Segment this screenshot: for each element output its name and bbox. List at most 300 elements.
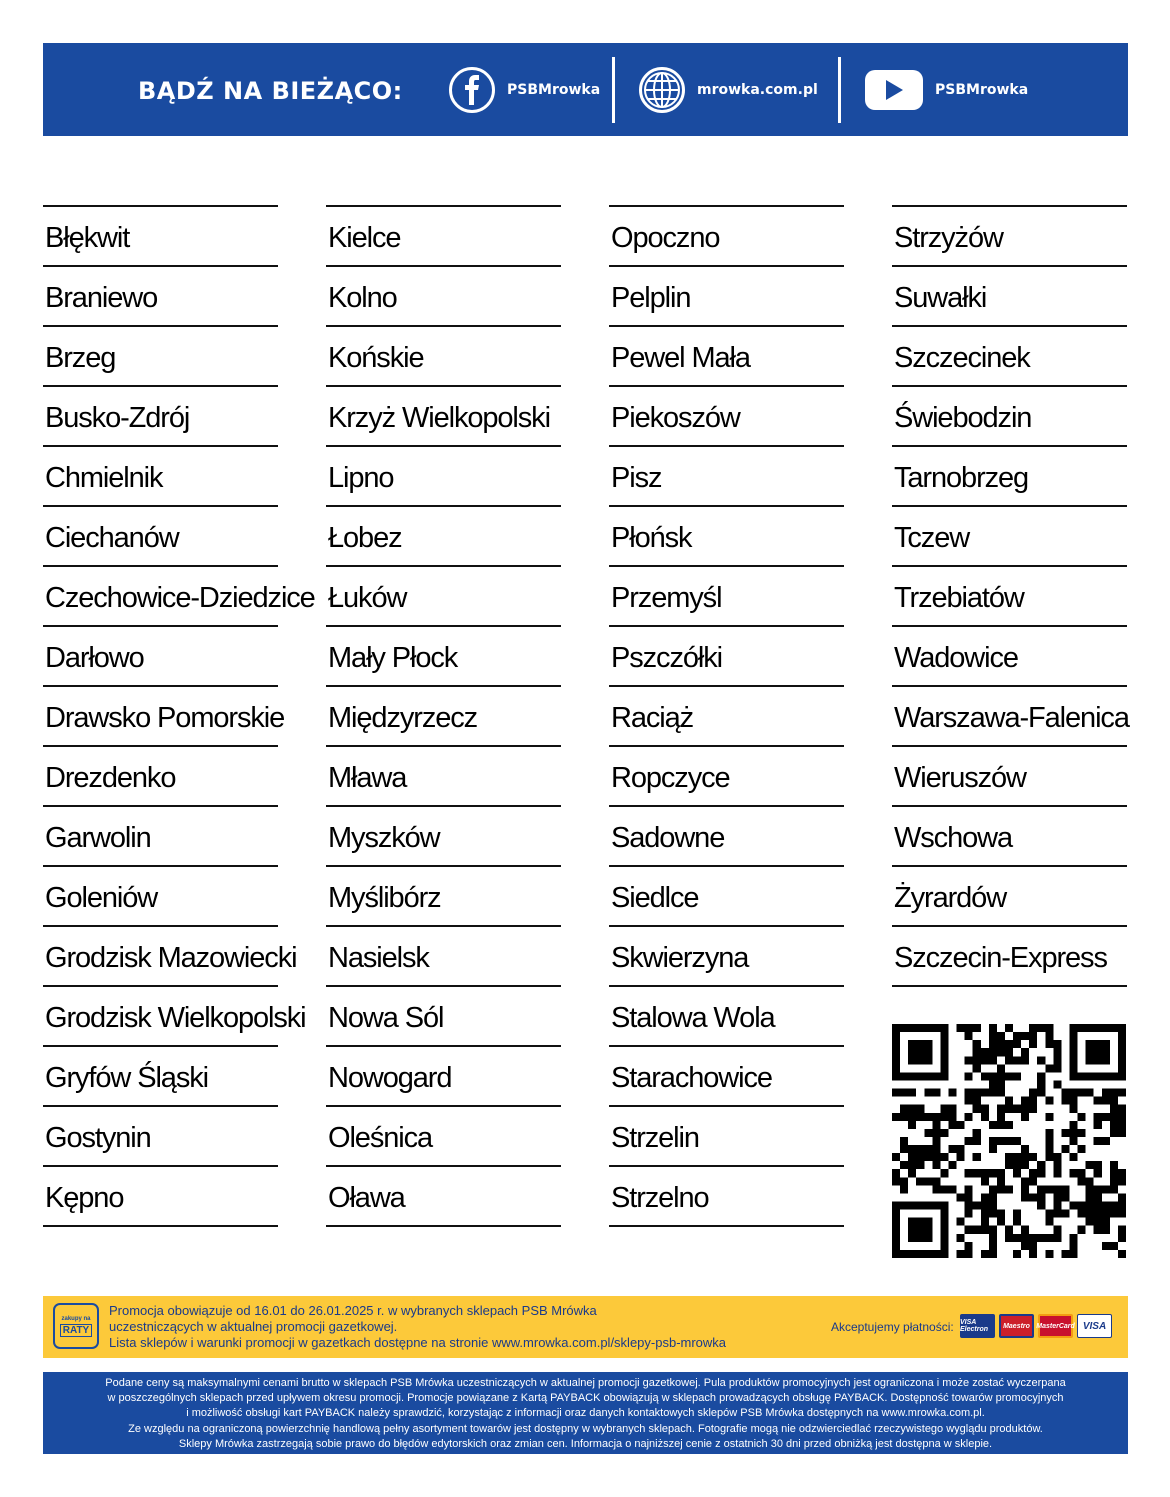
qr-module <box>1021 1177 1029 1185</box>
qr-module <box>965 1250 973 1258</box>
qr-module <box>989 1242 997 1250</box>
qr-module <box>1086 1210 1094 1218</box>
city-list-item: Szczecin-Express <box>892 927 1127 987</box>
qr-module <box>1013 1072 1021 1080</box>
disclaimer-line: Ze względu na ograniczoną powierzchnię handlową pełny asortyment towarów jest dostępny w wybranych sklepach. Fotografie mogą nie odzwierciedlać rzeczywistego wyglądu produktów. <box>128 1422 1043 1435</box>
city-list-item: Strzelin <box>609 1107 844 1167</box>
qr-module <box>1070 1032 1078 1040</box>
qr-module <box>1070 1072 1078 1080</box>
qr-module <box>1021 1097 1029 1105</box>
qr-module <box>981 1072 989 1080</box>
qr-module <box>1013 1210 1021 1218</box>
qr-module <box>1070 1153 1078 1161</box>
qr-module <box>997 1218 1005 1226</box>
qr-module <box>1045 1210 1053 1218</box>
qr-module <box>989 1234 997 1242</box>
qr-module <box>1005 1097 1013 1105</box>
qr-module <box>1045 1145 1053 1153</box>
qr-module <box>1005 1048 1013 1056</box>
qr-module <box>892 1210 900 1218</box>
qr-module <box>1118 1250 1126 1258</box>
qr-code[interactable] <box>892 1024 1126 1258</box>
qr-module <box>1070 1024 1078 1032</box>
qr-module <box>932 1161 940 1169</box>
qr-module <box>1118 1064 1126 1072</box>
qr-module <box>1013 1169 1021 1177</box>
promo-text <box>109 1303 726 1351</box>
qr-module <box>1094 1040 1102 1048</box>
promo-line-link[interactable]: Lista sklepów i warunki promocji w gazetkach dostępne na stronie www.mrowka.com.pl/sklepy-psb-mrowka <box>109 1335 727 1350</box>
qr-module <box>1086 1040 1094 1048</box>
disclaimer-line: w poszczególnych sklepach przed upływem okresu promocji. Promocje powiązane z Kartą PAYBACK obowiązują w sklepach prowadzących obsługę PAYBACK. Dostępność towarów promocyjnych <box>107 1392 1064 1405</box>
qr-module <box>997 1089 1005 1097</box>
city-list-item: Drezdenko <box>43 747 278 807</box>
qr-module <box>1070 1048 1078 1056</box>
qr-module <box>1053 1169 1061 1177</box>
qr-module <box>965 1242 973 1250</box>
qr-module <box>997 1072 1005 1080</box>
city-list-item: Kolno <box>326 267 561 327</box>
qr-module <box>973 1202 981 1210</box>
qr-module <box>948 1185 956 1193</box>
qr-module <box>1118 1169 1126 1177</box>
city-list-item: Strzyżów <box>892 207 1127 267</box>
qr-module <box>940 1056 948 1064</box>
payment-cards <box>960 1314 1112 1338</box>
city-list-item: Ciechanów <box>43 507 278 567</box>
qr-module <box>1029 1040 1037 1048</box>
qr-module <box>1102 1048 1110 1056</box>
city-list-item: Wieruszów <box>892 747 1127 807</box>
qr-module <box>940 1234 948 1242</box>
qr-module <box>957 1250 965 1258</box>
qr-module <box>1070 1250 1078 1258</box>
qr-module <box>940 1064 948 1072</box>
social-banner <box>43 43 1128 136</box>
qr-module <box>1110 1210 1118 1218</box>
qr-module <box>940 1032 948 1040</box>
qr-module <box>916 1218 924 1226</box>
qr-module <box>1029 1089 1037 1097</box>
qr-module <box>1110 1185 1118 1193</box>
qr-module <box>932 1250 940 1258</box>
qr-module <box>908 1113 916 1121</box>
qr-module <box>1070 1089 1078 1097</box>
qr-module <box>957 1145 965 1153</box>
city-list-item: Czechowice-Dziedzice <box>43 567 278 627</box>
qr-module <box>1037 1080 1045 1088</box>
qr-module <box>1061 1089 1069 1097</box>
website-link[interactable] <box>639 67 818 113</box>
qr-module <box>892 1169 900 1177</box>
qr-module <box>900 1145 908 1153</box>
qr-module <box>997 1121 1005 1129</box>
qr-module <box>973 1153 981 1161</box>
qr-module <box>1102 1097 1110 1105</box>
qr-module <box>1053 1234 1061 1242</box>
city-list-item: Grodzisk Mazowiecki <box>43 927 278 987</box>
qr-module <box>892 1218 900 1226</box>
youtube-link[interactable] <box>865 67 1028 113</box>
qr-module <box>1094 1210 1102 1218</box>
qr-module <box>1070 1105 1078 1113</box>
qr-module <box>1118 1129 1126 1137</box>
qr-module <box>924 1202 932 1210</box>
qr-module <box>908 1161 916 1169</box>
qr-module <box>1029 1193 1037 1201</box>
qr-module <box>1094 1218 1102 1226</box>
qr-module <box>892 1234 900 1242</box>
qr-module <box>981 1193 989 1201</box>
promo-line: Promocja obowiązuje od 16.01 do 26.01.2025 r. w wybranych sklepach PSB Mrówka <box>109 1303 597 1318</box>
city-list-item: Brzeg <box>43 327 278 387</box>
qr-module <box>965 1169 973 1177</box>
city-column-4 <box>892 205 1127 987</box>
disclaimer-line: i możliwość obsługi kart PAYBACK należy sprawdzić, korzystając z informacji oraz danych kontaktowych sklepów PSB Mrówka dostępnych na www.mrowka.com.pl. <box>186 1407 985 1420</box>
qr-module <box>900 1072 908 1080</box>
qr-module <box>965 1185 973 1193</box>
city-list-item: Opoczno <box>609 207 844 267</box>
qr-module <box>1070 1056 1078 1064</box>
qr-module <box>900 1089 908 1097</box>
qr-module <box>908 1169 916 1177</box>
qr-module <box>916 1113 924 1121</box>
divider <box>838 57 841 123</box>
qr-module <box>1029 1032 1037 1040</box>
qr-module <box>1102 1024 1110 1032</box>
qr-module <box>916 1234 924 1242</box>
city-list-item: Starachowice <box>609 1047 844 1107</box>
qr-module <box>1045 1153 1053 1161</box>
qr-module <box>989 1137 997 1145</box>
city-column-3 <box>609 205 844 1227</box>
qr-module <box>1086 1056 1094 1064</box>
qr-module <box>892 1153 900 1161</box>
qr-module <box>1029 1242 1037 1250</box>
qr-module <box>900 1185 908 1193</box>
qr-module <box>1086 1024 1094 1032</box>
qr-module <box>940 1040 948 1048</box>
qr-module <box>932 1129 940 1137</box>
qr-module <box>948 1145 956 1153</box>
qr-module <box>1070 1202 1078 1210</box>
qr-module <box>1086 1177 1094 1185</box>
qr-module <box>916 1250 924 1258</box>
qr-module <box>1086 1185 1094 1193</box>
qr-module <box>1029 1097 1037 1105</box>
qr-module <box>997 1032 1005 1040</box>
qr-module <box>908 1226 916 1234</box>
raty-big-text: RATY <box>60 1324 92 1337</box>
qr-module <box>1013 1032 1021 1040</box>
city-list-item: Tarnobrzeg <box>892 447 1127 507</box>
qr-module <box>989 1032 997 1040</box>
qr-module <box>1045 1113 1053 1121</box>
city-list-item: Kielce <box>326 207 561 267</box>
city-list-item: Myślibórz <box>326 867 561 927</box>
qr-module <box>989 1169 997 1177</box>
city-list-item: Skwierzyna <box>609 927 844 987</box>
qr-module <box>965 1024 973 1032</box>
qr-module <box>973 1064 981 1072</box>
qr-module <box>940 1153 948 1161</box>
qr-module <box>997 1210 1005 1218</box>
qr-module <box>1110 1072 1118 1080</box>
qr-module <box>981 1113 989 1121</box>
qr-module <box>940 1129 948 1137</box>
maestro-icon: Maestro <box>999 1314 1034 1338</box>
qr-module <box>981 1177 989 1185</box>
facebook-label: PSBMrowka <box>507 82 601 98</box>
qr-module <box>965 1032 973 1040</box>
qr-module <box>989 1193 997 1201</box>
qr-module <box>940 1210 948 1218</box>
qr-module <box>940 1048 948 1056</box>
qr-module <box>892 1250 900 1258</box>
qr-module <box>1005 1185 1013 1193</box>
qr-module <box>957 1193 965 1201</box>
qr-module <box>1005 1137 1013 1145</box>
city-list-item: Oleśnica <box>326 1107 561 1167</box>
qr-module <box>1037 1234 1045 1242</box>
qr-module <box>1118 1177 1126 1185</box>
qr-module <box>989 1048 997 1056</box>
qr-module <box>900 1202 908 1210</box>
qr-module <box>1094 1097 1102 1105</box>
qr-module <box>1110 1169 1118 1177</box>
qr-module <box>1013 1056 1021 1064</box>
qr-module <box>1070 1129 1078 1137</box>
qr-module <box>1021 1193 1029 1201</box>
qr-module <box>1053 1040 1061 1048</box>
qr-module <box>1094 1137 1102 1145</box>
qr-module <box>932 1113 940 1121</box>
qr-module <box>1005 1161 1013 1169</box>
city-list <box>43 205 315 1227</box>
qr-module <box>989 1040 997 1048</box>
qr-module <box>908 1024 916 1032</box>
qr-module <box>916 1202 924 1210</box>
qr-module <box>924 1072 932 1080</box>
qr-module <box>1053 1153 1061 1161</box>
qr-module <box>1005 1040 1013 1048</box>
qr-module <box>940 1202 948 1210</box>
qr-module <box>1029 1024 1037 1032</box>
qr-module <box>932 1089 940 1097</box>
qr-module <box>1078 1177 1086 1185</box>
qr-module <box>1029 1169 1037 1177</box>
city-list-item: Świebodzin <box>892 387 1127 447</box>
city-list-item: Myszków <box>326 807 561 867</box>
qr-module <box>1005 1153 1013 1161</box>
qr-module <box>940 1226 948 1234</box>
qr-module <box>1118 1072 1126 1080</box>
qr-module <box>1118 1105 1126 1113</box>
qr-module <box>900 1113 908 1121</box>
qr-module <box>900 1105 908 1113</box>
city-list-item: Mały Płock <box>326 627 561 687</box>
qr-module <box>1029 1250 1037 1258</box>
qr-module <box>981 1169 989 1177</box>
city-list-item: Raciąż <box>609 687 844 747</box>
qr-module <box>989 1080 997 1088</box>
qr-module <box>1061 1145 1069 1153</box>
qr-module <box>924 1024 932 1032</box>
qr-module <box>908 1153 916 1161</box>
qr-module <box>1061 1210 1069 1218</box>
qr-module <box>1005 1226 1013 1234</box>
qr-module <box>989 1226 997 1234</box>
qr-module <box>1102 1113 1110 1121</box>
qr-module <box>981 1250 989 1258</box>
qr-module <box>1078 1226 1086 1234</box>
qr-module <box>1086 1218 1094 1226</box>
qr-module <box>1045 1250 1053 1258</box>
qr-module <box>1061 1129 1069 1137</box>
qr-module <box>1053 1064 1061 1072</box>
qr-module <box>892 1032 900 1040</box>
city-list-item: Międzyrzecz <box>326 687 561 747</box>
qr-module <box>1102 1226 1110 1234</box>
city-list <box>609 205 844 1227</box>
qr-module <box>973 1169 981 1177</box>
qr-module <box>973 1048 981 1056</box>
banner-title: BĄDŹ NA BIEŻĄCO: <box>138 77 403 105</box>
qr-module <box>997 1177 1005 1185</box>
qr-module <box>1045 1097 1053 1105</box>
facebook-link[interactable] <box>449 67 600 113</box>
qr-module <box>1094 1202 1102 1210</box>
city-list-item: Wadowice <box>892 627 1127 687</box>
qr-module <box>1021 1056 1029 1064</box>
city-list-item: Darłowo <box>43 627 278 687</box>
qr-module <box>1013 1153 1021 1161</box>
qr-module <box>1029 1105 1037 1113</box>
city-list-item: Suwałki <box>892 267 1127 327</box>
qr-module <box>1021 1185 1029 1193</box>
qr-module <box>957 1153 965 1161</box>
qr-module <box>924 1040 932 1048</box>
qr-module <box>973 1137 981 1145</box>
qr-module <box>965 1113 973 1121</box>
qr-module <box>997 1185 1005 1193</box>
disclaimer-line: Sklepy Mrówka zastrzegają sobie prawo do błędów edytorskich oraz zmian cen. Informacja o najniższej cenie z ostatnich 30 dni przed obniżką jest dostępna w sklepie. <box>178 1437 993 1450</box>
city-list-item: Strzelno <box>609 1167 844 1227</box>
qr-module <box>1021 1113 1029 1121</box>
qr-module <box>1110 1129 1118 1137</box>
city-list-item: Mława <box>326 747 561 807</box>
qr-module <box>997 1064 1005 1072</box>
qr-module <box>1070 1040 1078 1048</box>
qr-module <box>1070 1234 1078 1242</box>
qr-module <box>916 1161 924 1169</box>
qr-module <box>916 1056 924 1064</box>
qr-module <box>932 1202 940 1210</box>
facebook-icon <box>449 67 495 113</box>
qr-module <box>940 1242 948 1250</box>
qr-module <box>916 1024 924 1032</box>
city-list-item: Nowogard <box>326 1047 561 1107</box>
qr-module <box>1005 1024 1013 1032</box>
qr-module <box>1005 1056 1013 1064</box>
qr-module <box>1053 1185 1061 1193</box>
raty-icon <box>53 1303 99 1349</box>
qr-module <box>965 1137 973 1145</box>
qr-module <box>997 1137 1005 1145</box>
qr-module <box>1053 1193 1061 1201</box>
qr-module <box>965 1202 973 1210</box>
qr-module <box>1053 1048 1061 1056</box>
qr-module <box>1102 1202 1110 1210</box>
qr-module <box>1045 1129 1053 1137</box>
qr-module <box>1118 1032 1126 1040</box>
qr-module <box>916 1040 924 1048</box>
city-list-item: Żyrardów <box>892 867 1127 927</box>
qr-module <box>908 1145 916 1153</box>
city-list-item: Trzebiatów <box>892 567 1127 627</box>
qr-module <box>1102 1210 1110 1218</box>
qr-module <box>932 1072 940 1080</box>
qr-module <box>973 1056 981 1064</box>
qr-module <box>940 1169 948 1177</box>
qr-module <box>1118 1089 1126 1097</box>
disclaimer <box>43 1372 1128 1454</box>
qr-module <box>1102 1185 1110 1193</box>
qr-module <box>916 1145 924 1153</box>
city-list-item: Końskie <box>326 327 561 387</box>
city-list-item: Braniewo <box>43 267 278 327</box>
qr-module <box>1070 1137 1078 1145</box>
qr-module <box>973 1105 981 1113</box>
qr-module <box>1013 1234 1021 1242</box>
city-list-item: Pszczółki <box>609 627 844 687</box>
qr-module <box>1110 1161 1118 1169</box>
qr-module <box>1118 1024 1126 1032</box>
qr-module <box>908 1121 916 1129</box>
city-list <box>326 205 561 1227</box>
qr-module <box>1070 1097 1078 1105</box>
city-list-item: Stalowa Wola <box>609 987 844 1047</box>
qr-module <box>1021 1234 1029 1242</box>
qr-module <box>924 1129 932 1137</box>
qr-module <box>965 1097 973 1105</box>
qr-module <box>957 1234 965 1242</box>
qr-module <box>1021 1105 1029 1113</box>
city-list-item: Szczecinek <box>892 327 1127 387</box>
qr-module <box>940 1113 948 1121</box>
qr-module <box>900 1177 908 1185</box>
qr-module <box>1037 1169 1045 1177</box>
qr-module <box>948 1121 956 1129</box>
qr-module <box>1086 1161 1094 1169</box>
youtube-label: PSBMrowka <box>935 82 1029 98</box>
qr-module <box>1070 1169 1078 1177</box>
qr-module <box>1118 1193 1126 1201</box>
qr-module <box>1110 1097 1118 1105</box>
city-list-item: Gostynin <box>43 1107 278 1167</box>
qr-module <box>1110 1089 1118 1097</box>
qr-module <box>1005 1072 1013 1080</box>
qr-module <box>940 1072 948 1080</box>
qr-module <box>1110 1024 1118 1032</box>
qr-module <box>1078 1145 1086 1153</box>
qr-module <box>1021 1242 1029 1250</box>
qr-module <box>1045 1040 1053 1048</box>
qr-module <box>1078 1202 1086 1210</box>
raty-small-text: zakupy na <box>61 1315 91 1322</box>
qr-module <box>957 1121 965 1129</box>
qr-module <box>1086 1193 1094 1201</box>
